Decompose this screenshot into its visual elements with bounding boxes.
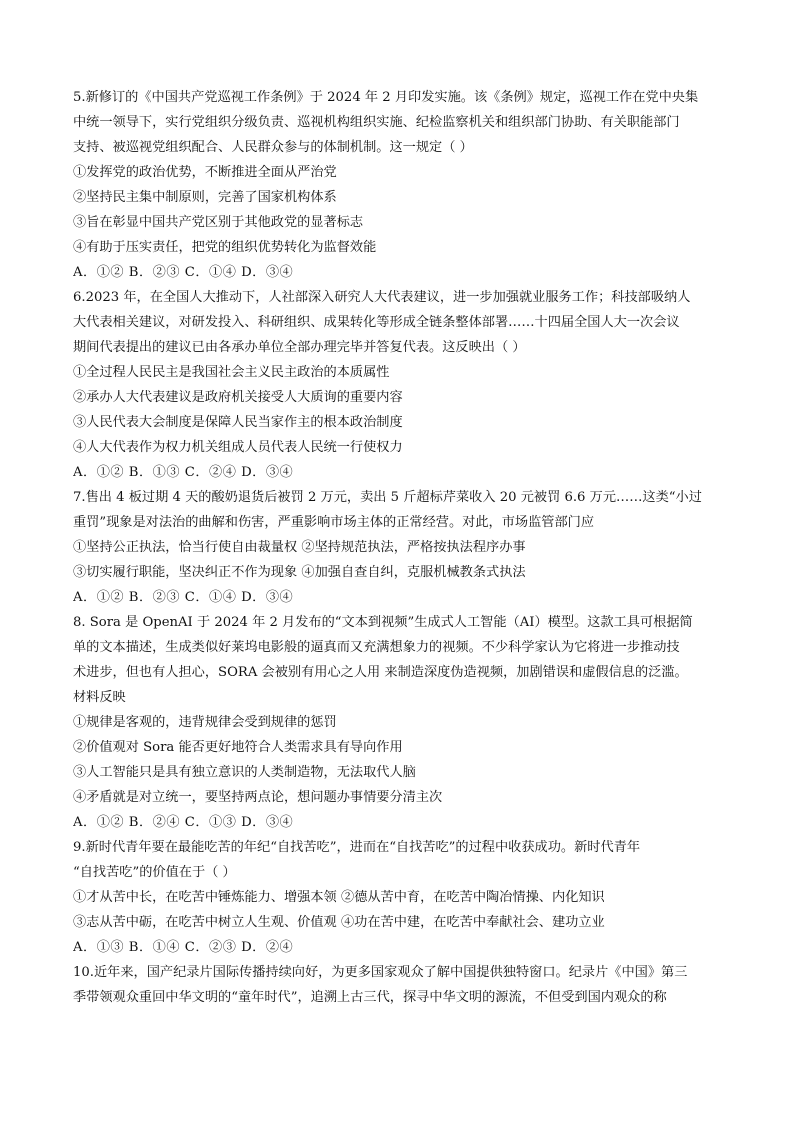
statement-item: ①全过程人民民主是我国社会主义民主政治的本质属性	[73, 365, 390, 380]
question-stem-line: “自找苦吃”的价值在于（ ）	[73, 865, 236, 880]
statement-item: ④有助于压实责任，把党的组织优势转化为监督效能	[73, 240, 377, 255]
question-stem-line: 大代表相关建议，对研发投入、科研组织、成果转化等形成全链条整体部署……十四届全国人大一次会议	[73, 315, 680, 330]
question-9	[73, 835, 733, 960]
question-stem-line: 7.售出 4 板过期 4 天的酸奶退货后被罚 2 万元，卖出 5 斤超标芹菜收入 20 元被罚 6.6 万元……这类“小过	[73, 490, 702, 505]
statement-item: ④人大代表作为权力机关组成人员代表人民统一行使权力	[73, 440, 403, 455]
statement-item: ②坚持民主集中制原则，完善了国家机构体系	[73, 190, 337, 205]
question-stem-line: 单的文本描述，生成类似好莱坞电影般的逼真而又充满想象力的视频。不少科学家认为它将进一步推动技	[73, 640, 680, 655]
statement-item: ②价值观对 Sora 能否更好地符合人类需求具有导向作用	[73, 740, 403, 755]
answer-options: A．①② B．②③ C．①④ D．③④	[73, 265, 294, 280]
question-stem-line: 重罚”现象是对法治的曲解和伤害，严重影响市场主体的正常经营。对此，市场监管部门应	[73, 515, 595, 530]
statement-item: ③志从苦中砺，在吃苦中树立人生观、价值观 ④功在苦中建，在吃苦中奉献社会、建功立业	[73, 915, 605, 930]
question-6	[73, 285, 733, 485]
statement-item: ③切实履行职能，坚决纠正不作为现象 ④加强自查自纠，克服机械教条式执法	[73, 565, 526, 580]
question-5	[73, 85, 733, 285]
statement-item: ①坚持公正执法，恰当行使自由裁量权 ②坚持规范执法，严格按执法程序办事	[73, 540, 526, 555]
answer-options: A．①② B．①③ C．②④ D．③④	[73, 465, 294, 480]
statement-item: ③旨在彰显中国共产党区别于其他政党的显著标志	[73, 215, 364, 230]
question-stem-line: 中统一领导下，实行党组织分级负责、巡视机构组织实施、纪检监察机关和组织部门协助、有关职能部门	[73, 115, 680, 130]
question-7	[73, 485, 733, 610]
question-stem-line: 材料反映	[73, 690, 126, 705]
question-stem-line: 术进步，但也有人担心，SORA 会被别有用心之人用 来制造深度伪造视频，加剧错误和虚假信息的泛滥。	[73, 665, 688, 680]
question-stem-line: 10.近年来，国产纪录片国际传播持续向好，为更多国家观众了解中国提供独特窗口。纪录片《中国》第三	[73, 965, 688, 980]
statement-item: ①发挥党的政治优势，不断推进全面从严治党	[73, 165, 337, 180]
statement-item: ③人工智能只是具有独立意识的人类制造物，无法取代人脑	[73, 765, 416, 780]
question-stem-line: 5.新修订的《中国共产党巡视工作条例》于 2024 年 2 月印发实施。该《条例》规定，巡视工作在党中央集	[73, 90, 699, 105]
question-stem-line: 季带领观众重回中华文明的“童年时代”，追溯上古三代，探寻中华文明的源流，不但受到国内观众的称	[73, 990, 667, 1005]
answer-options: A．①② B．②④ C．①③ D．③④	[73, 815, 294, 830]
statement-item: ①规律是客观的，违背规律会受到规律的惩罚	[73, 715, 337, 730]
answer-options: A．①③ B．①④ C．②③ D．②④	[73, 940, 294, 955]
statement-item: ④矛盾就是对立统一，要坚持两点论，想问题办事情要分清主次	[73, 790, 443, 805]
question-stem-line: 9.新时代青年要在最能吃苦的年纪“自找苦吃”，进而在“自找苦吃”的过程中收获成功。新时代青年	[73, 840, 641, 855]
question-stem-line: 支持、被巡视党组织配合、人民群众参与的体制机制。这一规定（ ）	[73, 140, 473, 155]
question-stem-line: 6.2023 年，在全国人大推动下，人社部深入研究人大代表建议，进一步加强就业服务工作；科技部吸纳人	[73, 290, 691, 305]
statement-item: ③人民代表大会制度是保障人民当家作主的根本政治制度	[73, 415, 403, 430]
question-8	[73, 610, 733, 835]
answer-options: A．①② B．②③ C．①④ D．③④	[73, 590, 294, 605]
statement-item: ①才从苦中长，在吃苦中锤炼能力、增强本领 ②德从苦中育，在吃苦中陶冶情操、内化知识	[73, 890, 605, 905]
question-list	[73, 85, 733, 1010]
statement-item: ②承办人大代表建议是政府机关接受人大质询的重要内容	[73, 390, 403, 405]
question-stem-line: 8. Sora 是 OpenAI 于 2024 年 2 月发布的“文本到视频”生成式人工智能（AI）模型。这款工具可根据简	[73, 615, 693, 630]
question-stem-line: 期间代表提出的建议已由各承办单位全部办理完毕并答复代表。这反映出（ ）	[73, 340, 526, 355]
question-10	[73, 960, 733, 1010]
